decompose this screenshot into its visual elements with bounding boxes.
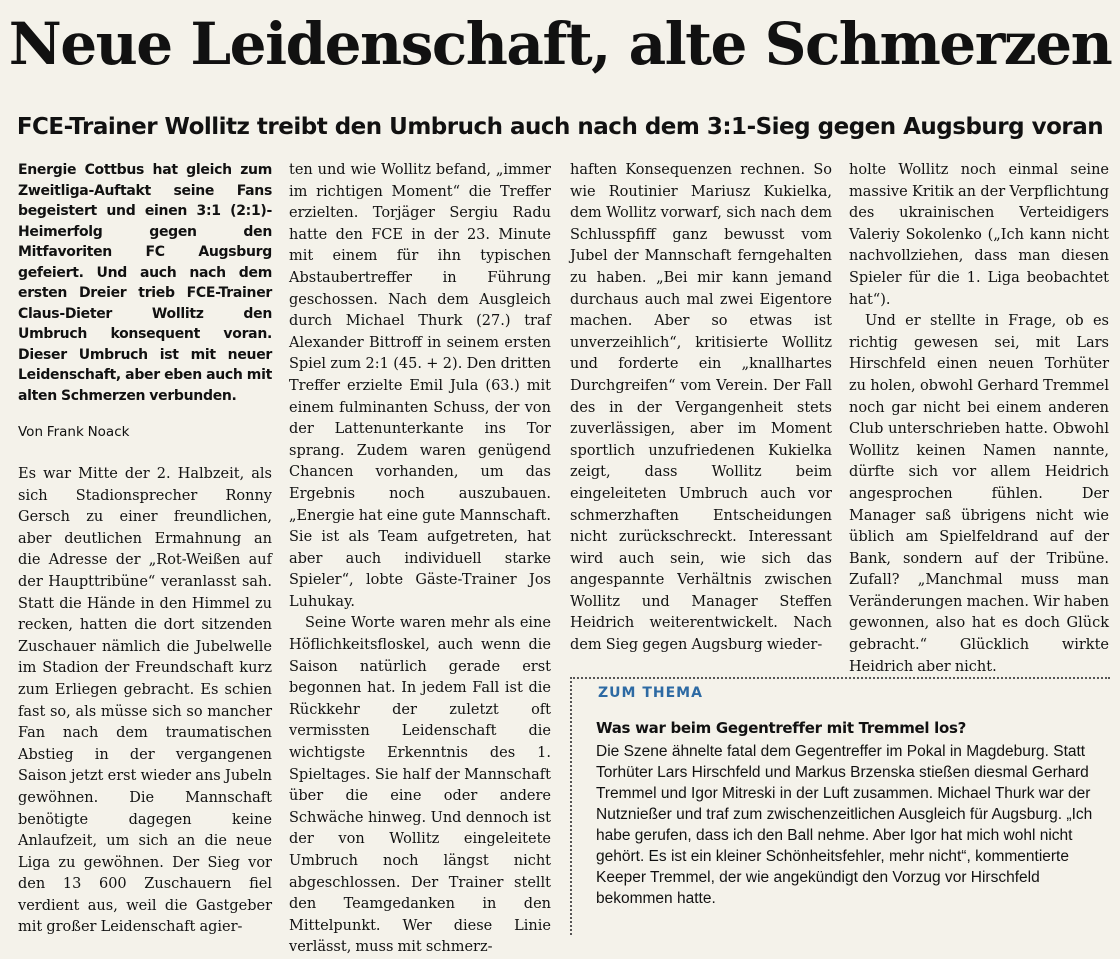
article-column-1 [18, 160, 272, 939]
article-column-3 [570, 160, 832, 657]
zum-thema-label: ZUM THEMA [598, 685, 703, 701]
body-paragraph: Es war Mitte der 2. Halbzeit, als sich Stadionsprecher Ronny Gersch zu einer freundlichen, aber deutlichen Ermahnung an die Adresse der „Rot-Weißen auf der Haupttribüne“ veranlasst sah. Statt die Hände in den Himmel zu recken, hatten die dort sitzenden Zuschauer nämlich die Jubelwelle im Stadion der Freundschaft kurz zum Erliegen gebracht. Es schien fast so, als müsse sich so mancher Fan nach dem traumatischen Abstieg in der vergangenen Saison jetzt erst wieder ans Jubeln gewöhnen. Die Mannschaft benötigte dagegen keine Anlaufzeit, um sich an die neue Liga zu gewöhnen. Der Sieg vor den 13 600 Zuschauern fiel verdient aus, weil die Gastgeber mit großer Leidenschaft agier- [18, 466, 272, 936]
body-paragraph: Seine Worte waren mehr als eine Höflichkeitsfloskel, auch wenn die Saison natürlich gerade erst begonnen hat. In jedem Fall ist die Rückkehr der zuletzt oft vermissten Leidenschaft die wichtigste Erkenntnis des 1. Spieltages. Sie half der Mannschaft über die eine oder andere Schwäche hinweg. Und dennoch ist der von Wollitz eingeleitete Umbruch noch längst nicht abgeschlossen. Der Trainer stellt den Teamgedanken in den Mittelpunkt. Wer diese Linie verlässt, muss mit schmerz- [289, 615, 551, 956]
body-paragraph: haften Konsequenzen rechnen. So wie Routinier Mariusz Kukielka, dem Wollitz vorwarf, sich nach dem Schlusspfiff ganz bewusst vom Jubel der Mannschaft ferngehalten zu haben. „Bei mir kann jemand durchaus auch mal zwei Eigentore machen. Aber so etwas ist unverzeihlich“, kritisierte Wollitz und forderte ein „knallhartes Durchgreifen“ vom Verein. Der Fall des in der Vergangenheit stets zuverlässigen, aber im Moment sportlich unzufriedenen Kukielka zeigt, dass Wollitz beim eingeleiteten Umbruch auch vor schmerzhaften Entscheidungen nicht zurückschreckt. Interessant wird auch sein, wie sich das angespannte Verhältnis zwischen Wollitz und Manager Steffen Heidrich weiterentwickelt. Nach dem Sieg gegen Augsburg wieder- [570, 162, 832, 654]
zum-thema-body: Die Szene ähnelte fatal dem Gegentreffer im Pokal in Magdeburg. Statt Torhüter Lars Hirschfeld und Markus Brzenska stießen diesmal Gerhard Tremmel und Igor Mitreski in der Luft zusammen. Michael Thurk war der Nutznießer und traf zum zwischenzeitlichen Ausgleich für Augsburg. „Ich habe gerufen, dass ich den Ball nehme. Aber Igor hat mich wohl nicht gehört. Es ist ein kleiner Schönheitsfehler, mehr nicht“, kommentierte Keeper Tremmel, der wie angekündigt den Vorzug vor Hirschfeld bekommen hatte. [596, 743, 1093, 907]
subheadline: FCE-Trainer Wollitz treibt den Umbruch auch nach dem 3:1-Sieg gegen Augsburg voran [16, 114, 1104, 140]
article-column-2 [289, 160, 551, 959]
byline: Von Frank Noack [18, 424, 130, 440]
zum-thema-question: Was war beim Gegentreffer mit Tremmel los? [596, 719, 967, 737]
zum-thema-box [570, 677, 1110, 935]
headline: Neue Leidenschaft, alte Schmerzen [8, 10, 1112, 78]
article-column-4 [849, 160, 1109, 678]
body-paragraph: holte Wollitz noch einmal seine massive Kritik an der Verpflichtung des ukrainischen Verteidigers Valeriy Sokolenko („Ich kann nicht nachvollziehen, dass man diesen Spieler für die 1. Liga beobachtet hat“). [849, 162, 1109, 308]
body-paragraph: Und er stellte in Frage, ob es richtig gewesen sei, mit Lars Hirschfeld einen neuen Torhüter zu holen, obwohl Gerhard Tremmel noch gar nicht bei einem anderen Club unterschrieben hatte. Obwohl Wollitz keinen Namen nannte, dürfte sich vor allem Heidrich angesprochen fühlen. Der Manager saß übrigens nicht wie üblich am Spielfeldrand auf der Bank, sondern auf der Tribüne. Zufall? „Manchmal muss man Veränderungen machen. Wir haben gewonnen, also hat es doch Glück gebracht.“ Glücklich wirkte Heidrich aber nicht. [849, 313, 1109, 675]
lead-paragraph: Energie Cottbus hat gleich zum Zweitliga-Auftakt seine Fans begeistert und einen 3:1 (2:1)-Heimerfolg gegen den Mitfavoriten FC Augsburg gefeiert. Und auch nach dem ersten Dreier trieb FCE-Trainer Claus-Dieter Wollitz den Umbruch konsequent voran. Dieser Umbruch ist mit neuer Leidenschaft, aber eben auch mit alten Schmerzen verbunden. [18, 162, 272, 404]
body-paragraph: ten und wie Wollitz befand, „immer im richtigen Moment“ die Treffer erzielten. Torjäger Sergiu Radu hatte den FCE in der 23. Minute mit einem für ihn typischen Abstaubertreffer in Führung geschossen. Nach dem Ausgleich durch Michael Thurk (27.) traf Alexander Bittroff in seinem ersten Spiel zum 2:1 (45. + 2). Den dritten Treffer erzielte Emil Jula (63.) mit einem fulminanten Schuss, der von der Lattenunterkante ins Tor sprang. Zudem waren genügend Chancen vorhanden, um das Ergebnis noch auszubauen. „Energie hat eine gute Mannschaft. Sie ist als Team aufgetreten, hat aber auch individuell starke Spieler“, lobte Gäste-Trainer Jos Luhukay. [289, 162, 551, 610]
